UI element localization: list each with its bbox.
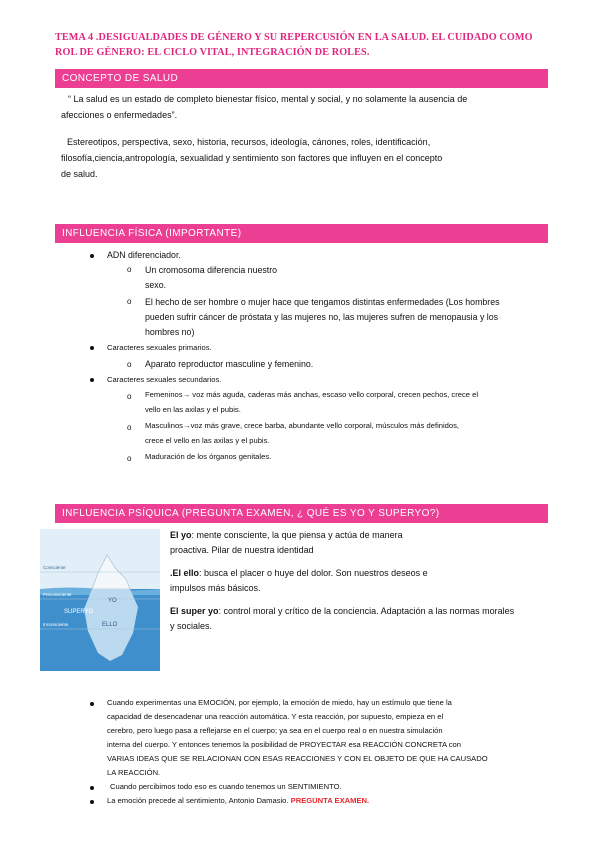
emocion-line-3: cerebro, pero luego pasa a reflejarse en el cuerpo; ya sea en el cuerpo real o en nuestra simulación [107, 726, 443, 735]
emocion-line-6: LA REACCIÓN. [107, 768, 161, 777]
emocion-line-4: interna del cuerpo. Y entonces tenemos la posibilidad de PROYECTAR esa REACCIÓN CONCRETA con [107, 740, 461, 749]
label-yo: YO [108, 598, 117, 604]
sublist-item-maduracion: Maduración de los órganos genitales. [145, 452, 272, 461]
sublist-item-femeninos-2: vello en las axilas y el pubis. [145, 405, 241, 414]
health-definition-line-2: afecciones o enfermedades”. [61, 110, 178, 120]
yo-term: El yo [170, 530, 192, 540]
label-preconsciente: Preconsciente [43, 592, 72, 597]
ello-term: .El ello [170, 568, 200, 578]
label-consciente: Consciente [43, 565, 66, 570]
circle-bullet-icon: o [127, 454, 132, 463]
ello-definition-line-1: .El ello: busca el placer o huye del dolor. Son nuestros deseos e [170, 568, 428, 578]
label-ello: ELLO [102, 622, 118, 628]
sublist-item-enfermedades-2: pueden sufrir cáncer de próstata y las mujeres no, las mujeres sufren de menopausia y los [145, 312, 499, 322]
superyo-definition-line-1: El super yo: control moral y crítico de la conciencia. Adaptación a las normas morales [170, 606, 515, 616]
bullet-icon [90, 786, 94, 790]
circle-bullet-icon: o [127, 392, 132, 401]
label-superyo: SUPERYO [64, 609, 94, 615]
sublist-item-cromosoma-2: sexo. [145, 280, 167, 290]
sublist-item-masculinos-1: Masculinos→voz más grave, crece barba, abundante vello corporal, músculos más definidos, [145, 421, 460, 430]
sentimiento-line: Cuando percibimos todo eso es cuando tenemos un SENTIMIENTO. [110, 782, 342, 791]
exam-question-label: PREGUNTA EXAMEN. [290, 796, 370, 805]
emocion-line-5: VARIAS IDEAS QUE SE RELACIONAN CON ESAS REACCIONES Y CON EL OBJETO DE QUE HA CAUSADO [107, 754, 488, 763]
damasio-line: La emoción precede al sentimiento, Antonio Damasio. PREGUNTA EXAMEN. [107, 796, 370, 805]
section-heading-psiquica: INFLUENCIA PSÍQUICA (PREGUNTA EXAMEN, ¿ QUÉ ES YO Y SUPERYO?) [55, 504, 548, 523]
label-inconsciente: Inconsciente [43, 622, 69, 627]
sublist-item-cromosoma-1: Un cromosoma diferencia nuestro [145, 265, 278, 275]
superyo-term: El super yo [170, 606, 219, 616]
factors-line-3: de salud. [61, 169, 98, 179]
yo-definition-line-1: El yo: mente consciente, la que piensa y actúa de manera [170, 530, 403, 540]
circle-bullet-icon: o [127, 265, 132, 274]
yo-definition-line-2: proactiva. Pilar de nuestra identidad [170, 545, 314, 555]
section-heading-concepto: CONCEPTO DE SALUD [55, 69, 548, 88]
health-definition-line-1: “ La salud es un estado de completo bienestar físico, mental y social, y no solamente la ausencia de [68, 94, 468, 104]
ello-definition-line-2: impulsos más básicos. [170, 583, 261, 593]
title-line-1: TEMA 4 .DESIGUALDADES DE GÉNERO Y SU REPERCUSIÓN EN LA SALUD. EL CUIDADO COMO [55, 32, 533, 43]
bullet-icon [90, 800, 94, 804]
section-heading-fisica: INFLUENCIA FÍSICA (IMPORTANTE) [55, 224, 548, 243]
sublist-item-aparato: Aparato reproductor masculine y femenino. [145, 359, 314, 369]
sublist-item-femeninos-1: Femeninos→ voz más aguda, caderas más anchas, escaso vello corporal, crecen pechos, crece el [145, 390, 479, 399]
circle-bullet-icon: o [127, 423, 132, 432]
circle-bullet-icon: o [127, 360, 132, 369]
superyo-definition-line-2: y sociales. [170, 621, 213, 631]
sublist-item-enfermedades-1: El hecho de ser hombre o mujer hace que tengamos distintas enfermedades (Los hombres [145, 297, 500, 307]
bullet-icon [90, 702, 94, 706]
emocion-line-1: Cuando experimentas una EMOCIÓN, por ejemplo, la emoción de miedo, hay un estímulo que tiene la [107, 698, 452, 707]
emocion-line-2: capacidad de desencadenar una reacción automática. Y esta reacción, por supuesto, empieza en el [107, 712, 444, 721]
circle-bullet-icon: o [127, 297, 132, 306]
list-item-secundarios: Caracteres sexuales secundarios. [107, 375, 222, 384]
list-item-primarios: Caracteres sexuales primarios. [107, 343, 212, 352]
bullet-icon [90, 346, 94, 350]
document-title [55, 30, 555, 60]
bullet-icon [90, 378, 94, 382]
factors-line-2: filosofía,ciencia,antropología, sexualidad y sentimiento son factores que influyen en el concepto [61, 153, 443, 163]
bullet-icon [90, 254, 94, 258]
sublist-item-masculinos-2: crece el vello en las axilas y el pubis. [145, 436, 270, 445]
title-line-2: ROL DE GÉNERO: EL CICLO VITAL, INTEGRACIÓN DE ROLES. [55, 47, 370, 58]
list-item-adn: ADN diferenciador. [107, 250, 181, 260]
iceberg-diagram [40, 529, 160, 671]
factors-line-1: Estereotipos, perspectiva, sexo, historia, recursos, ideología, cánones, roles, identificación, [67, 137, 431, 147]
sublist-item-enfermedades-3: hombres no) [145, 327, 195, 337]
